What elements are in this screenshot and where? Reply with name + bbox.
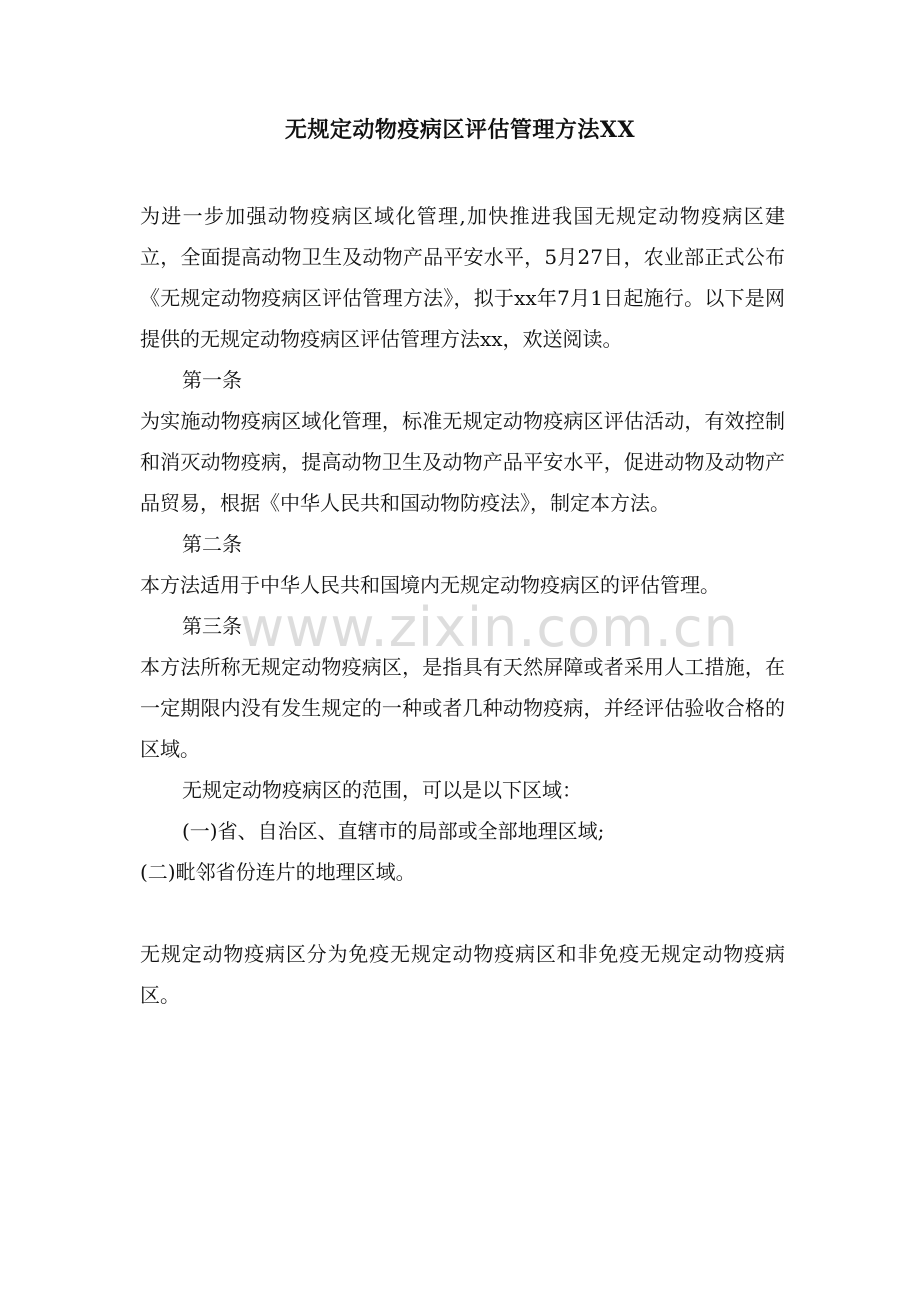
article-heading-1: 第一条 xyxy=(182,368,242,392)
article-3-text: 本方法所称无规定动物疫病区，是指具有天然屏障或者采用人工措施，在一定期限内没有发生规定的一种或者几种动物疫病，并经评估验收合格的区域。 xyxy=(140,655,785,761)
intro-paragraph: 为进一步加强动物疫病区域化管理,加快推进我国无规定动物疫病区建立，全面提高动物卫生及动物产品平安水平，5月27日，农业部正式公布《无规定动物疫病区评估管理方法》，拟于xx年7月1日起施行。以下是网提供的无规定动物疫病区评估管理方法xx，欢送阅读。 xyxy=(140,204,785,351)
scope-paragraph: 无规定动物疫病区的范围，可以是以下区域： xyxy=(182,778,582,802)
watermark: www.zixin.com.cn xyxy=(240,596,739,659)
article-1-text: 为实施动物疫病区域化管理，标准无规定动物疫病区评估活动，有效控制和消灭动物疫病，提高动物卫生及动物产品平安水平，促进动物及动物产品贸易，根据《中华人民共和国动物防疫法》，制定本方法。 xyxy=(140,409,785,515)
scope-item-1: (一)省、自治区、直辖市的局部或全部地理区域; xyxy=(182,819,605,843)
classification-paragraph: 无规定动物疫病区分为免疫无规定动物疫病区和非免疫无规定动物疫病区。 xyxy=(140,942,785,1007)
document-body xyxy=(140,196,785,1016)
document-title: 无规定动物疫病区评估管理方法XX xyxy=(284,117,636,143)
article-2-text: 本方法适用于中华人民共和国境内无规定动物疫病区的评估管理。 xyxy=(140,573,720,597)
scope-item-2: (二)毗邻省份连片的地理区域。 xyxy=(140,860,416,884)
article-heading-2: 第二条 xyxy=(182,532,242,556)
article-heading-3: 第三条 xyxy=(182,614,242,638)
